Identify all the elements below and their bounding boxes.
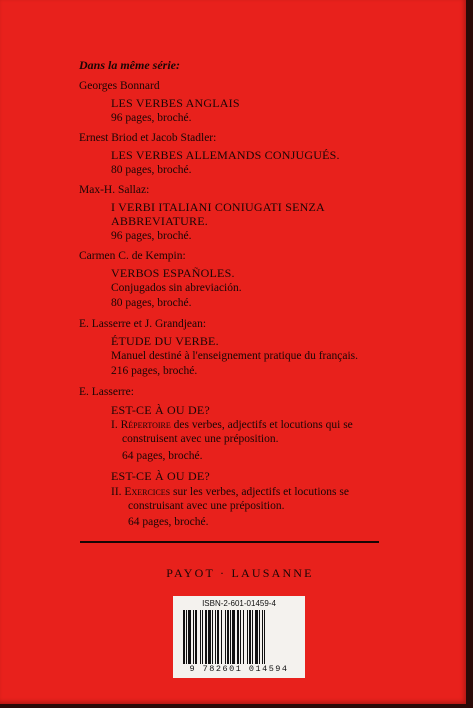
entry-author: Carmen C. de Kempin: xyxy=(79,250,186,262)
entry-pages: 96 pages, broché. xyxy=(111,230,192,242)
series-heading: Dans la même série: xyxy=(79,58,180,72)
part-word: Exercices xyxy=(124,486,171,498)
publisher-name: PAYOT · LAUSANNE xyxy=(166,566,314,580)
barcode-image xyxy=(183,610,295,664)
entry-pages: 80 pages, broché. xyxy=(111,164,192,176)
part-prefix: II. xyxy=(111,486,122,498)
entry-subtitle: Conjugados sin abreviación. xyxy=(111,282,242,294)
entry-part-line2: construisant avec une préposition. xyxy=(128,500,285,512)
entry-title: I VERBI ITALIANI CONIUGATI SENZA xyxy=(111,200,325,214)
entry-author: E. Lasserre: xyxy=(79,386,134,398)
entry-title-continued: ABBREVIATURE. xyxy=(111,214,208,228)
entry-subtitle: Manuel destiné à l'enseignement pratique du français. xyxy=(111,350,358,362)
entry-part-line xyxy=(111,419,353,431)
entry-title: EST-CE À OU DE? xyxy=(111,469,210,483)
barcode-number: 9 782601 014594 xyxy=(189,664,289,674)
entry-title: ÉTUDE DU VERBE. xyxy=(111,334,219,348)
entry-pages: 64 pages, broché. xyxy=(128,516,209,528)
entry-pages: 64 pages, broché. xyxy=(122,450,203,462)
entry-author: Ernest Briod et Jacob Stadler: xyxy=(79,132,217,144)
isbn-text: ISBN-2-601-01459-4 xyxy=(202,599,276,608)
entry-part-line2: construisent avec une préposition. xyxy=(122,433,279,445)
entry-title: EST-CE À OU DE? xyxy=(111,403,210,417)
divider-rule xyxy=(80,541,379,543)
entry-pages: 80 pages, broché. xyxy=(111,297,192,309)
part-rest: sur les verbes, adjectifs et locutions se xyxy=(173,486,349,498)
entry-part-line xyxy=(111,486,349,498)
barcode-label xyxy=(173,596,305,678)
part-word: Répertoire xyxy=(120,419,171,431)
entry-author: E. Lasserre et J. Grandjean: xyxy=(79,318,207,330)
entry-pages: 216 pages, broché. xyxy=(111,365,198,377)
part-rest: des verbes, adjectifs et locutions qui se xyxy=(173,419,353,431)
entry-pages: 96 pages, broché. xyxy=(111,112,192,124)
entry-title: LES VERBES ANGLAIS xyxy=(111,96,240,110)
entry-title: VERBOS ESPAÑOLES. xyxy=(111,266,235,280)
entry-author: Max-H. Sallaz: xyxy=(79,184,150,196)
entry-author: Georges Bonnard xyxy=(79,80,160,92)
part-prefix: I. xyxy=(111,419,118,431)
entry-title: LES VERBES ALLEMANDS CONJUGUÉS. xyxy=(111,148,340,162)
